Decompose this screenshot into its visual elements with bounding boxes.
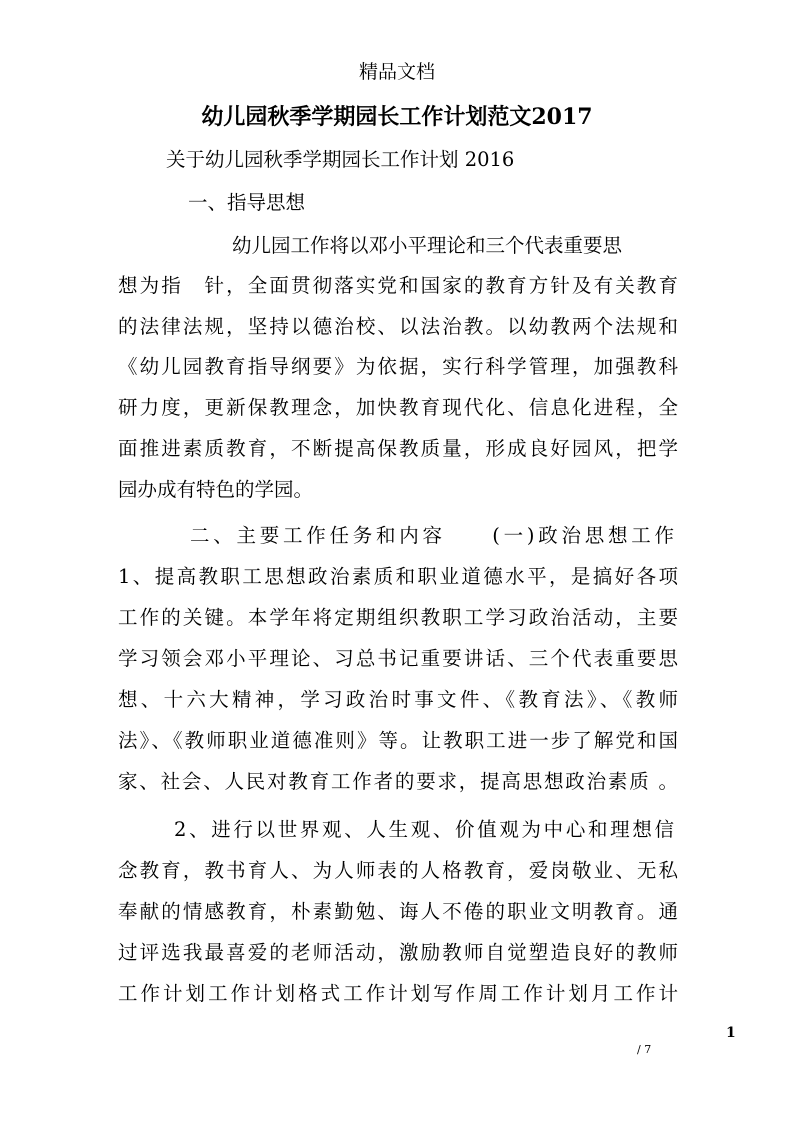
paragraph-line: 过评选我最喜爱的老师活动，激励教师自觉塑造良好的教师: [118, 941, 678, 964]
paragraph-line: 研力度，更新保教理念，加快教育现代化、信息化进程，全: [118, 396, 678, 419]
document-header: 精品文档: [358, 61, 435, 83]
page-number: 1: [726, 1025, 736, 1041]
paragraph-line: 法》、《教师职业道德准则》等。让教职工进一步了解党和国: [118, 729, 678, 752]
section-heading-main-tasks: 二、主要工作任务和内容 (一)政治思想工作: [190, 524, 674, 547]
subtitle: 关于幼儿园秋季学期园长工作计划 2016: [166, 148, 515, 171]
paragraph-line: 工作计划工作计划格式工作计划写作周工作计划月工作计: [118, 982, 678, 1005]
section-heading-guiding-ideology: 一、指导思想: [188, 191, 306, 214]
page-total: / 7: [637, 1043, 652, 1056]
paragraph-line: 想为指 针，全面贯彻落实党和国家的教育方针及有关教育: [118, 274, 678, 297]
paragraph-line: 1、提高教职工思想政治素质和职业道德水平，是搞好各项: [118, 565, 678, 588]
paragraph-line: 《幼儿园教育指导纲要》为依据，实行科学管理，加强教科: [118, 355, 678, 378]
paragraph-line: 幼儿园工作将以邓小平理论和三个代表重要思: [232, 234, 623, 257]
paragraph-line: 学习领会邓小平理论、习总书记重要讲话、三个代表重要思: [118, 647, 678, 670]
document-title: 幼儿园秋季学期园长工作计划范文2017: [201, 104, 593, 130]
paragraph-line: 面推进素质教育，不断提高保教质量，形成良好园风，把学: [118, 437, 678, 460]
paragraph-line: 2、进行以世界观、人生观、价值观为中心和理想信: [174, 818, 674, 841]
paragraph-line: 奉献的情感教育，朴素勤勉、诲人不倦的职业文明教育。通: [118, 900, 678, 923]
paragraph-line: 念教育，教书育人、为人师表的人格教育，爱岗敬业、无私: [118, 859, 678, 882]
paragraph-line: 家、社会、人民对教育工作者的要求，提高思想政治素质 。: [118, 770, 678, 793]
paragraph-line: 想、十六大精神，学习政治时事文件、《教育法》、《教师: [118, 688, 678, 711]
paragraph-line: 园办成有特色的学园。: [118, 478, 314, 501]
paragraph-line: 工作的关键。本学年将定期组织教职工学习政治活动，主要: [118, 606, 678, 629]
paragraph-line: 的法律法规，坚持以德治校、以法治教。以幼教两个法规和: [118, 315, 678, 338]
